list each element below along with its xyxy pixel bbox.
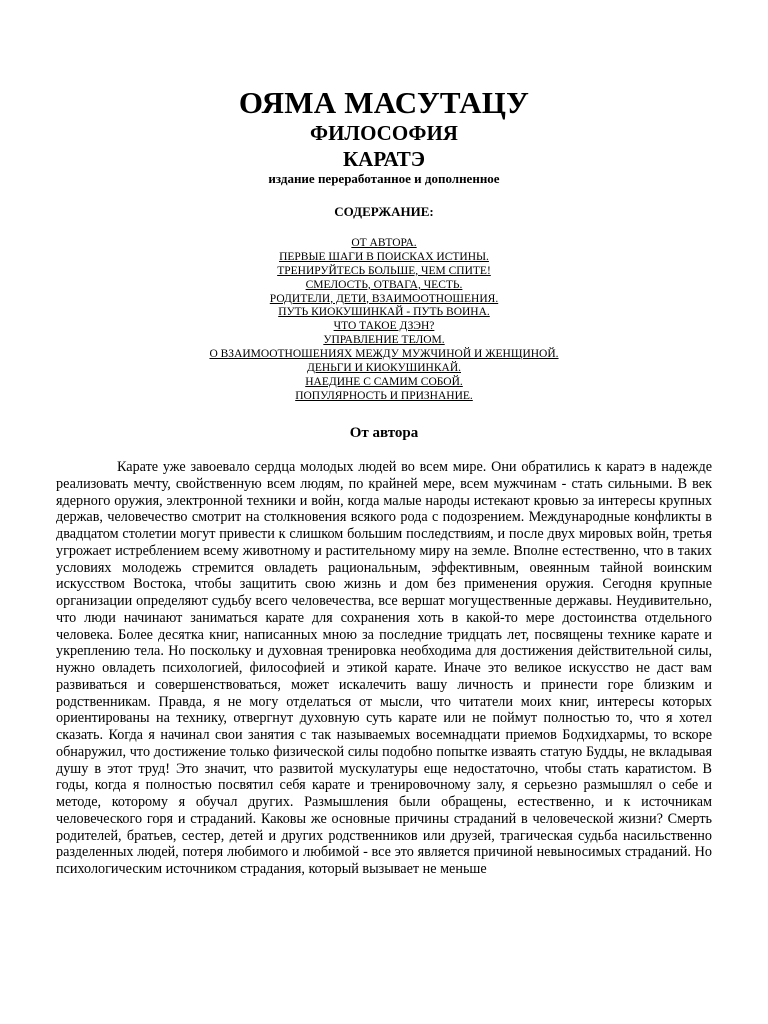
toc-item bbox=[0, 279, 768, 293]
toc-link-roditeli[interactable]: РОДИТЕЛИ, ДЕТИ, ВЗАИМООТНОШЕНИЯ. bbox=[269, 292, 499, 305]
toc-item bbox=[0, 334, 768, 348]
section-heading: От автора bbox=[349, 425, 419, 441]
toc-item bbox=[0, 306, 768, 320]
toc-item bbox=[0, 376, 768, 390]
toc-item bbox=[0, 348, 768, 362]
toc-link-pervye-shagi[interactable]: ПЕРВЫЕ ШАГИ В ПОИСКАХ ИСТИНЫ. bbox=[279, 250, 489, 263]
book-title-line-1: ФИЛОСОФИЯ bbox=[310, 121, 458, 145]
toc-item bbox=[0, 320, 768, 334]
toc-item bbox=[0, 293, 768, 307]
toc-link-chto-takoe-dzen[interactable]: ЧТО ТАКОЕ ДЗЭН? bbox=[333, 320, 435, 333]
toc-link-populyarnost[interactable]: ПОПУЛЯРНОСТЬ И ПРИЗНАНИЕ. bbox=[295, 389, 473, 402]
toc-link-smelost[interactable]: СМЕЛОСТЬ, ОТВАГА, ЧЕСТЬ. bbox=[305, 278, 463, 291]
body-paragraph: Карате уже завоевало сердца молодых людей во всем мире. Они обратились к каратэ в надежде реализовать мечту, свойственную всем людям, по крайней мере, всем мужчинам - стать сильными. В век ядерного оружия, электронной техники и войн, когда малые народы истекают кровью за интересы крупных держав, человечество смотрит на столкновения всякого рода с подозрением. Международные конфликты в двадцатом столетии могут привести к слишком большим последствиям, и после двух мировых войн, третья угрожает истреблением всему животному и растительному миру на земле. Вполне естественно, что в таких условиях молодежь стремится овладеть рациональным, эффективным, овеянным тайной воинским искусством Востока, чтобы защитить свою жизнь и дом без применения оружия. Сегодня крупные организации определяют судьбу всего человечества, все вершат могущественные державы. Неудивительно, что люди начинают заниматься карате для сохранения хоть в какой-то мере достоинства отдельного человека. Более десятка книг, написанных мною за последние тридцать лет, посвящены технике карате и укреплению тела. Но поскольку и духовная тренировка необходима для достижения действительной силы, нужно овладеть психологией, философией и этикой карате. Иначе это великое искусство не даст вам развиваться и совершенствоваться, может искалечить вашу личность и принести горе близким и родственникам. Правда, я не могу отделаться от мысли, что читатели моих книг, интересы которых ориентированы на технику, отвергнут духовную суть карате или не поймут полностью то, что я хотел сказать. Когда я начинал свои занятия с так называемых восемнадцати приемов Бодхидхармы, то вскоре обнаружил, что достижение только физической силы подобно попытке изваять статую Будды, не вкладывая душу в этот труд! Это значит, что развитой мускулатуры еще недостаточно, чтобы стать каратистом. В годы, когда я полностью посвятил себя карате и тренировочному залу, я серьезно размышлял о себе и методе, которому я обучал других. Размышления были обращены, естественно, и к источникам человеческого горя и страданий. Каковы же основные причины страданий в человеческой жизни? Смерть родителей, братьев, сестер, детей и других родственников или друзей, трагическая судьба насильственно разделенных людей, потеря любимого и любимой - все это является причиной невыносимых страданий. Но психологическим источником страдания, который вызывает не меньше bbox=[56, 459, 712, 877]
contents-heading: СОДЕРЖАНИЕ: bbox=[334, 204, 434, 219]
book-title-line-2: КАРАТЭ bbox=[342, 147, 426, 171]
toc-item bbox=[0, 251, 768, 265]
toc-item bbox=[0, 265, 768, 279]
toc-item bbox=[0, 362, 768, 376]
toc-link-naedine[interactable]: НАЕДИНЕ С САМИМ СОБОЙ. bbox=[305, 375, 463, 388]
table-of-contents bbox=[0, 237, 768, 404]
toc-link-vzaimootnosheniya[interactable]: О ВЗАИМООТНОШЕНИЯХ МЕЖДУ МУЖЧИНОЙ И ЖЕНЩИНОЙ. bbox=[209, 348, 559, 361]
toc-link-ot-avtora[interactable]: ОТ АВТОРА. bbox=[351, 237, 417, 249]
toc-item bbox=[0, 390, 768, 404]
toc-link-upravlenie-telom[interactable]: УПРАВЛЕНИЕ ТЕЛОМ. bbox=[323, 334, 445, 347]
toc-item bbox=[0, 237, 768, 251]
toc-link-dengi[interactable]: ДЕНЬГИ И КИОКУШИНКАЙ. bbox=[306, 362, 461, 375]
toc-link-put-kiokushinkai[interactable]: ПУТЬ КИОКУШИНКАЙ - ПУТЬ ВОИНА. bbox=[278, 306, 490, 319]
toc-link-treniruites[interactable]: ТРЕНИРУЙТЕСЬ БОЛЬШЕ, ЧЕМ СПИТЕ! bbox=[277, 264, 491, 277]
author-name: ОЯМА МАСУТАЦУ bbox=[238, 85, 530, 120]
edition-note: издание переработанное и дополненное bbox=[268, 171, 500, 186]
